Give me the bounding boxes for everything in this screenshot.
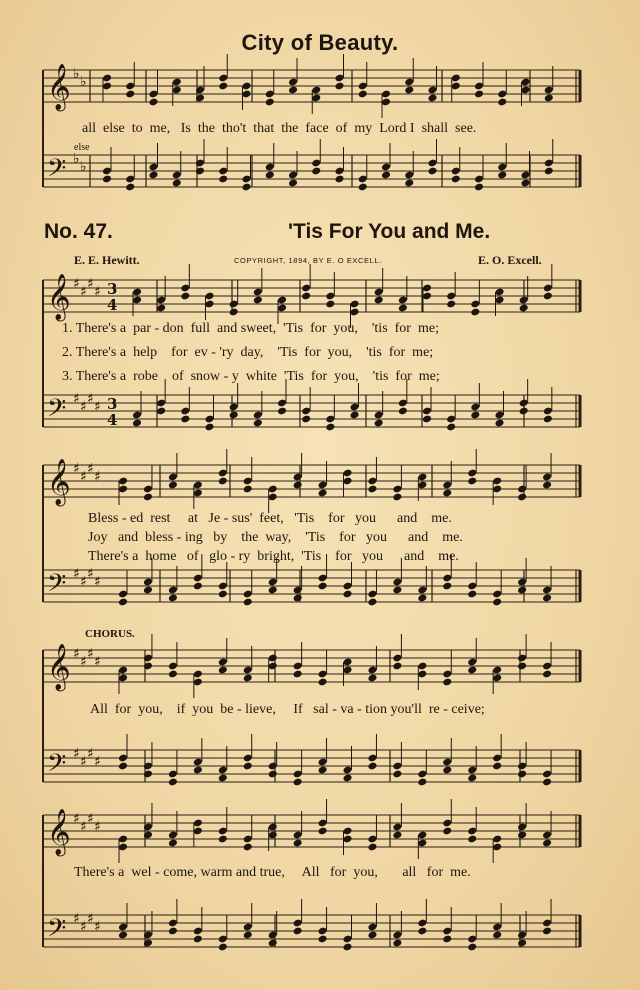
note-head [218,774,228,783]
bass-clef: 𝄢 [47,154,67,189]
key-signature-accidental: ♯ [73,276,80,292]
time-signature-bottom: 4 [107,411,118,429]
note-head [442,582,452,591]
note-head [318,678,328,687]
note-head [442,766,452,775]
note-head [156,407,166,416]
note-head [417,927,427,936]
note-head [168,670,178,679]
note-head [253,419,263,428]
note-head [392,831,402,840]
top-hymn-lyric: all else to me, Is the tho't that the face of my Lord I shall see. [82,121,477,136]
note-head [392,493,402,502]
note-head [125,183,135,192]
key-signature-accidental: ♯ [80,919,87,935]
key-signature-accidental: ♯ [94,469,101,485]
note-head [243,843,253,852]
note-head [367,674,377,683]
note-head [243,485,253,494]
note-head [517,586,527,595]
note-head [367,485,377,494]
note-head [156,304,166,313]
note-head [243,674,253,683]
note-head [374,296,384,305]
note-head [442,489,452,498]
note-head [118,598,128,607]
bass-clef: 𝄢 [47,749,67,784]
bass-clef: 𝄢 [47,394,67,429]
treble-clef: 𝄞 [47,274,71,320]
key-signature-accidental: ♯ [94,574,101,590]
note-head [229,411,239,420]
time-signature-top: 3 [107,280,118,298]
chorus-line-2: There's a wel - come, warm and true, All for you, all for me. [74,865,471,880]
key-signature-accidental: ♯ [94,399,101,415]
note-head [358,90,368,99]
note-head [301,415,311,424]
note-head [229,308,239,317]
note-head [470,411,480,420]
key-signature-accidental: ♯ [80,819,87,835]
note-head [241,183,251,192]
top-hymn-bass-word: else [74,142,90,153]
note-head [168,839,178,848]
note-head [148,98,158,107]
note-head [492,762,502,771]
note-head [293,927,303,936]
note-head [342,590,352,599]
note-head [218,175,228,184]
note-head [470,308,480,317]
note-head [446,300,456,309]
note-head [492,931,502,940]
note-head [542,594,552,603]
note-head [446,423,456,432]
treble-clef: 𝄞 [47,64,71,110]
key-signature-accidental: ♯ [73,746,80,762]
note-head [143,586,153,595]
note-head [349,411,359,420]
note-head [243,931,253,940]
note-head [265,98,275,107]
verse-1-line-2: Bless - ed rest at Je - sus' feet, 'Tis for you and me. [88,511,452,526]
note-head [494,419,504,428]
note-head [243,598,253,607]
chorus-line-1: All for you, if you be - lieve, If sal - va - tion you'll re - ceive; [90,702,485,717]
note-head [318,827,328,836]
note-head [204,423,214,432]
note-head [218,590,228,599]
note-head [318,489,328,498]
note-head [318,935,328,944]
key-signature-accidental: ♯ [73,461,80,477]
key-signature-accidental: ♯ [87,911,94,927]
note-head [180,415,190,424]
note-head [542,481,552,490]
note-head [542,778,552,787]
note-head [193,766,203,775]
note-head [218,943,228,952]
top-hymn-title: City of Beauty. [241,30,399,55]
note-head [497,171,507,180]
treble-clef: 𝄞 [47,459,71,505]
words-credit: E. E. Hewitt. [74,253,140,267]
note-head [318,766,328,775]
key-signature-accidental: ♯ [87,391,94,407]
key-signature-accidental: ♯ [73,646,80,662]
music-credit: E. O. Excell. [478,253,542,267]
key-signature-accidental: ♯ [80,654,87,670]
note-head [467,835,477,844]
verse-2-line-2: Joy and bless - ing by the way, 'Tis for you and me. [88,530,463,545]
key-signature-accidental: ♯ [80,469,87,485]
note-head [392,586,402,595]
key-signature-accidental: ♯ [87,811,94,827]
note-head [517,939,527,948]
note-head [497,98,507,107]
note-head [392,939,402,948]
key-signature-accidental: ♯ [94,654,101,670]
note-head [398,304,408,313]
note-head [451,175,461,184]
copyright-notice: COPYRIGHT, 1894, BY E. O EXCELL. [234,256,382,265]
note-head [168,778,178,787]
key-signature-accidental: ♭ [80,74,87,90]
note-head [311,167,321,176]
note-head [293,594,303,603]
note-head [168,927,178,936]
note-head [293,778,303,787]
note-head [193,935,203,944]
key-signature-accidental: ♭ [73,66,80,82]
note-head [367,598,377,607]
note-head [467,774,477,783]
note-head [392,662,402,671]
treble-clef: 𝄞 [47,644,71,690]
note-head [293,481,303,490]
note-head [442,827,452,836]
key-signature-accidental: ♯ [73,811,80,827]
note-head [168,481,178,490]
note-head [442,678,452,687]
bass-clef: 𝄢 [47,569,67,604]
key-signature-accidental: ♯ [87,276,94,292]
note-head [132,419,142,428]
note-head [492,598,502,607]
note-head [218,82,228,91]
key-signature-accidental: ♯ [73,911,80,927]
note-head [218,477,228,486]
key-signature-accidental: ♯ [94,754,101,770]
note-head [293,839,303,848]
note-head [544,94,554,103]
note-head [422,415,432,424]
note-head [517,770,527,779]
chorus-label: CHORUS. [85,628,135,640]
note-head [381,171,391,180]
treble-clef: 𝄞 [47,809,71,855]
note-head [467,666,477,675]
key-signature-accidental: ♯ [94,919,101,935]
note-head [277,407,287,416]
note-head [427,167,437,176]
note-head [517,831,527,840]
key-signature-accidental: ♯ [87,566,94,582]
note-head [243,762,253,771]
note-head [467,943,477,952]
note-head [253,296,263,305]
key-signature-accidental: ♯ [94,819,101,835]
note-head [102,175,112,184]
note-head [517,662,527,671]
note-head [293,670,303,679]
note-head [417,594,427,603]
note-head [118,931,128,940]
note-head [367,931,377,940]
key-signature-accidental: ♯ [80,574,87,590]
key-signature-accidental: ♯ [87,746,94,762]
note-head [358,183,368,192]
note-head [467,590,477,599]
note-head [543,292,553,301]
note-head [193,582,203,591]
note-head [398,407,408,416]
time-signature-top: 3 [107,395,118,413]
hymn-title: 'Tis For You and Me. [288,220,491,243]
note-head [143,493,153,502]
hymn-number: No. 47. [44,220,113,243]
note-head [334,82,344,91]
note-head [542,927,552,936]
key-signature-accidental: ♯ [87,646,94,662]
note-head [265,171,275,180]
note-head [180,292,190,301]
note-head [543,415,553,424]
note-head [519,407,529,416]
note-head [168,594,178,603]
note-head [367,762,377,771]
time-signature-bottom: 4 [107,296,118,314]
note-head [118,762,128,771]
note-head [268,939,278,948]
note-head [125,90,135,99]
note-head [318,582,328,591]
note-head [517,493,527,502]
note-head [542,670,552,679]
verse-2-line-1: 2. There's a help for ev - 'ry day, 'Tis for you, 'tis for me; [62,345,434,360]
note-head [474,90,484,99]
note-head [301,292,311,301]
note-head [342,774,352,783]
key-signature-accidental: ♭ [80,159,87,175]
note-head [367,843,377,852]
note-head [334,175,344,184]
note-head [474,183,484,192]
note-head [467,477,477,486]
key-signature-accidental: ♯ [80,399,87,415]
note-head [218,835,228,844]
note-head [442,935,452,944]
note-head [268,586,278,595]
note-head [218,666,228,675]
note-head [417,778,427,787]
note-head [404,179,414,188]
key-signature-accidental: ♯ [73,566,80,582]
key-signature-accidental: ♯ [94,284,101,300]
key-signature-accidental: ♯ [87,461,94,477]
note-head [427,94,437,103]
note-head [325,423,335,432]
note-head [342,943,352,952]
note-head [288,86,298,95]
note-head [392,770,402,779]
key-signature-accidental: ♯ [80,284,87,300]
bass-clef: 𝄢 [47,914,67,949]
note-head [268,770,278,779]
note-head [519,304,529,313]
key-signature-accidental: ♯ [80,754,87,770]
key-signature-accidental: ♭ [73,151,80,167]
note-head [520,179,530,188]
note-head [288,179,298,188]
key-signature-accidental: ♯ [73,391,80,407]
note-head [374,419,384,428]
note-head [325,300,335,309]
note-head [148,171,158,180]
note-head [404,86,414,95]
note-head [542,839,552,848]
note-head [544,167,554,176]
note-head [172,179,182,188]
verse-1-line-1: 1. There's a par - don full and sweet, 'Tis for you, 'tis for me; [62,321,439,336]
verse-3-line-1: 3. There's a robe of snow - y white 'Tis for you, 'tis for me; [62,369,440,384]
verse-3-line-2: There's a home of glo - ry bright, 'Tis for you and me. [88,549,459,564]
